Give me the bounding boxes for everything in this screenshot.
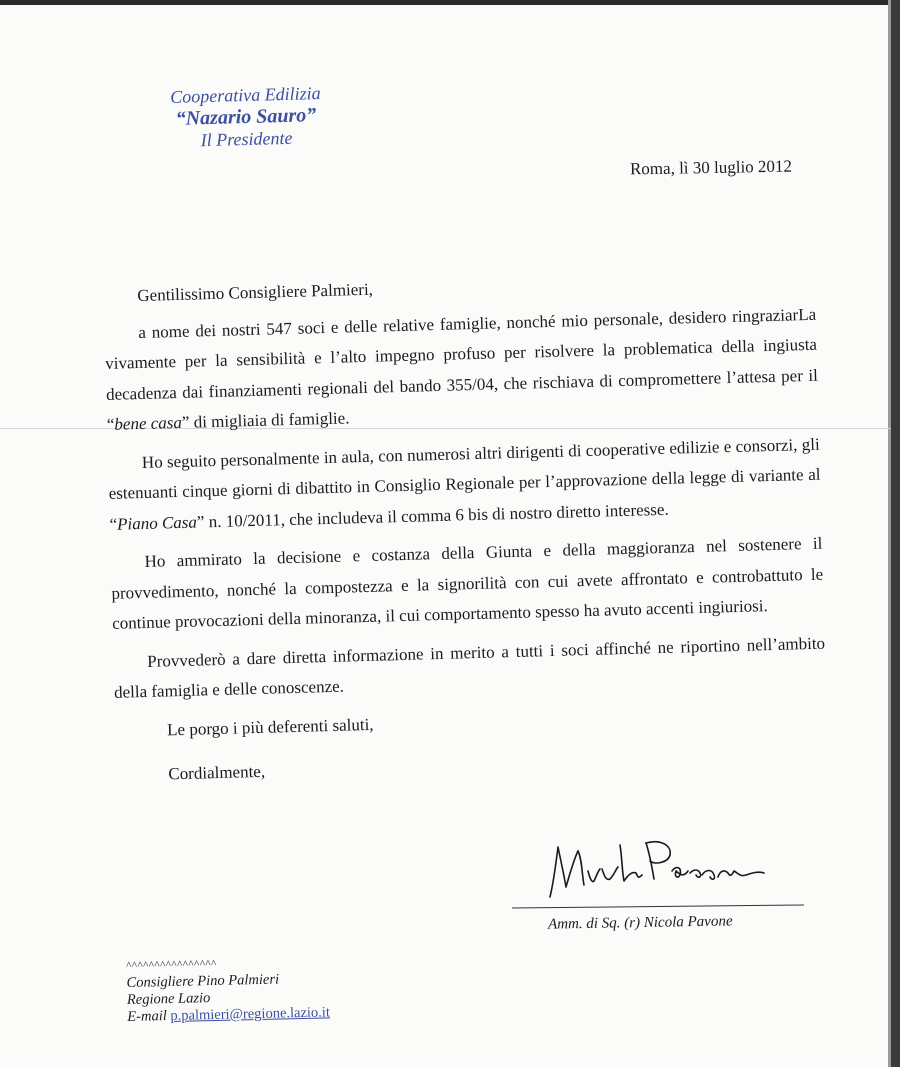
paragraph-2-text: Ho seguito personalmente in aula, con numerosi altri dirigenti di cooperative edilizie e consorzi, gli estenuanti cinque giorni di dibattito in Consiglio Regionale per l’approvazione della legge di variante al “ [108,434,821,534]
paragraph-1-text: a nome dei nostri 547 soci e delle relative famiglie, nonché mio personale, desidero ringraziarLa vivamente per la sensibilità e l’alto impegno profuso per risolvere la problematica della ingiusta decadenza dai finanziamenti regionali del bando 355/04, che rischiava di compromettere l’attesa per il “ [104,304,819,434]
email-label: E-mail [127,1008,167,1025]
footer-separator: ^^^^^^^^^^^^^^^^ [126,957,217,972]
salutation: Gentilissimo Consigliere Palmieri, [137,279,374,306]
paragraph-2-emphasis: Piano Casa [116,512,198,534]
email-link[interactable]: p.palmieri@regione.lazio.it [170,1004,331,1025]
paragraph-1 [104,299,819,440]
closing-greeting: Le porgo i più deferenti saluti, [166,714,374,739]
letterhead-org: Cooperativa Edilizia [169,83,321,107]
recipient-name: Consigliere Pino Palmieri [126,971,280,991]
paragraph-2-end: ” n. 10/2011, che includeva il comma 6 bis di nostro diretto interesse. [196,499,669,532]
paragraph-1-emphasis: bene casa [114,412,183,434]
letterhead-role: Il Presidente [200,127,293,151]
letterhead-name: “Nazario Sauro” [175,104,317,130]
signature-block [512,835,812,945]
letter-body [103,263,829,792]
scan-edge-top [0,0,900,5]
paragraph-2 [108,429,822,540]
recipient-organization: Regione Lazio [126,990,211,1008]
closing-signoff: Cordialmente, [168,761,266,784]
scan-edge-right [891,0,900,1067]
paragraph-4: Provvederò a dare diretta informazione in merito a tutti i soci affinché ne riportino nell’ambito della famiglia e delle conoscenze. [113,633,826,702]
signature-line [512,904,804,908]
letterhead-stamp [145,81,347,152]
signatory-name: Amm. di Sq. (r) Nicola Pavone [547,913,733,933]
letter-date: Roma, lì 30 luglio 2012 [629,156,793,179]
recipient-email-row [127,1004,330,1026]
paragraph-1-end: ” di migliaia di famiglie. [181,408,350,432]
handwritten-signature [542,835,782,905]
paragraph-3: Ho ammirato la decisione e costanza della Giunta e della maggioranza nel sostenere il provvedimento, nonché la compostezza e la signorilità con cui avete affrontato e controbattuto le continue provocazioni della minoranza, il cui comportamento spesso ha avuto accenti ingiuriosi. [111,533,824,633]
recipient-footer [126,953,330,1026]
